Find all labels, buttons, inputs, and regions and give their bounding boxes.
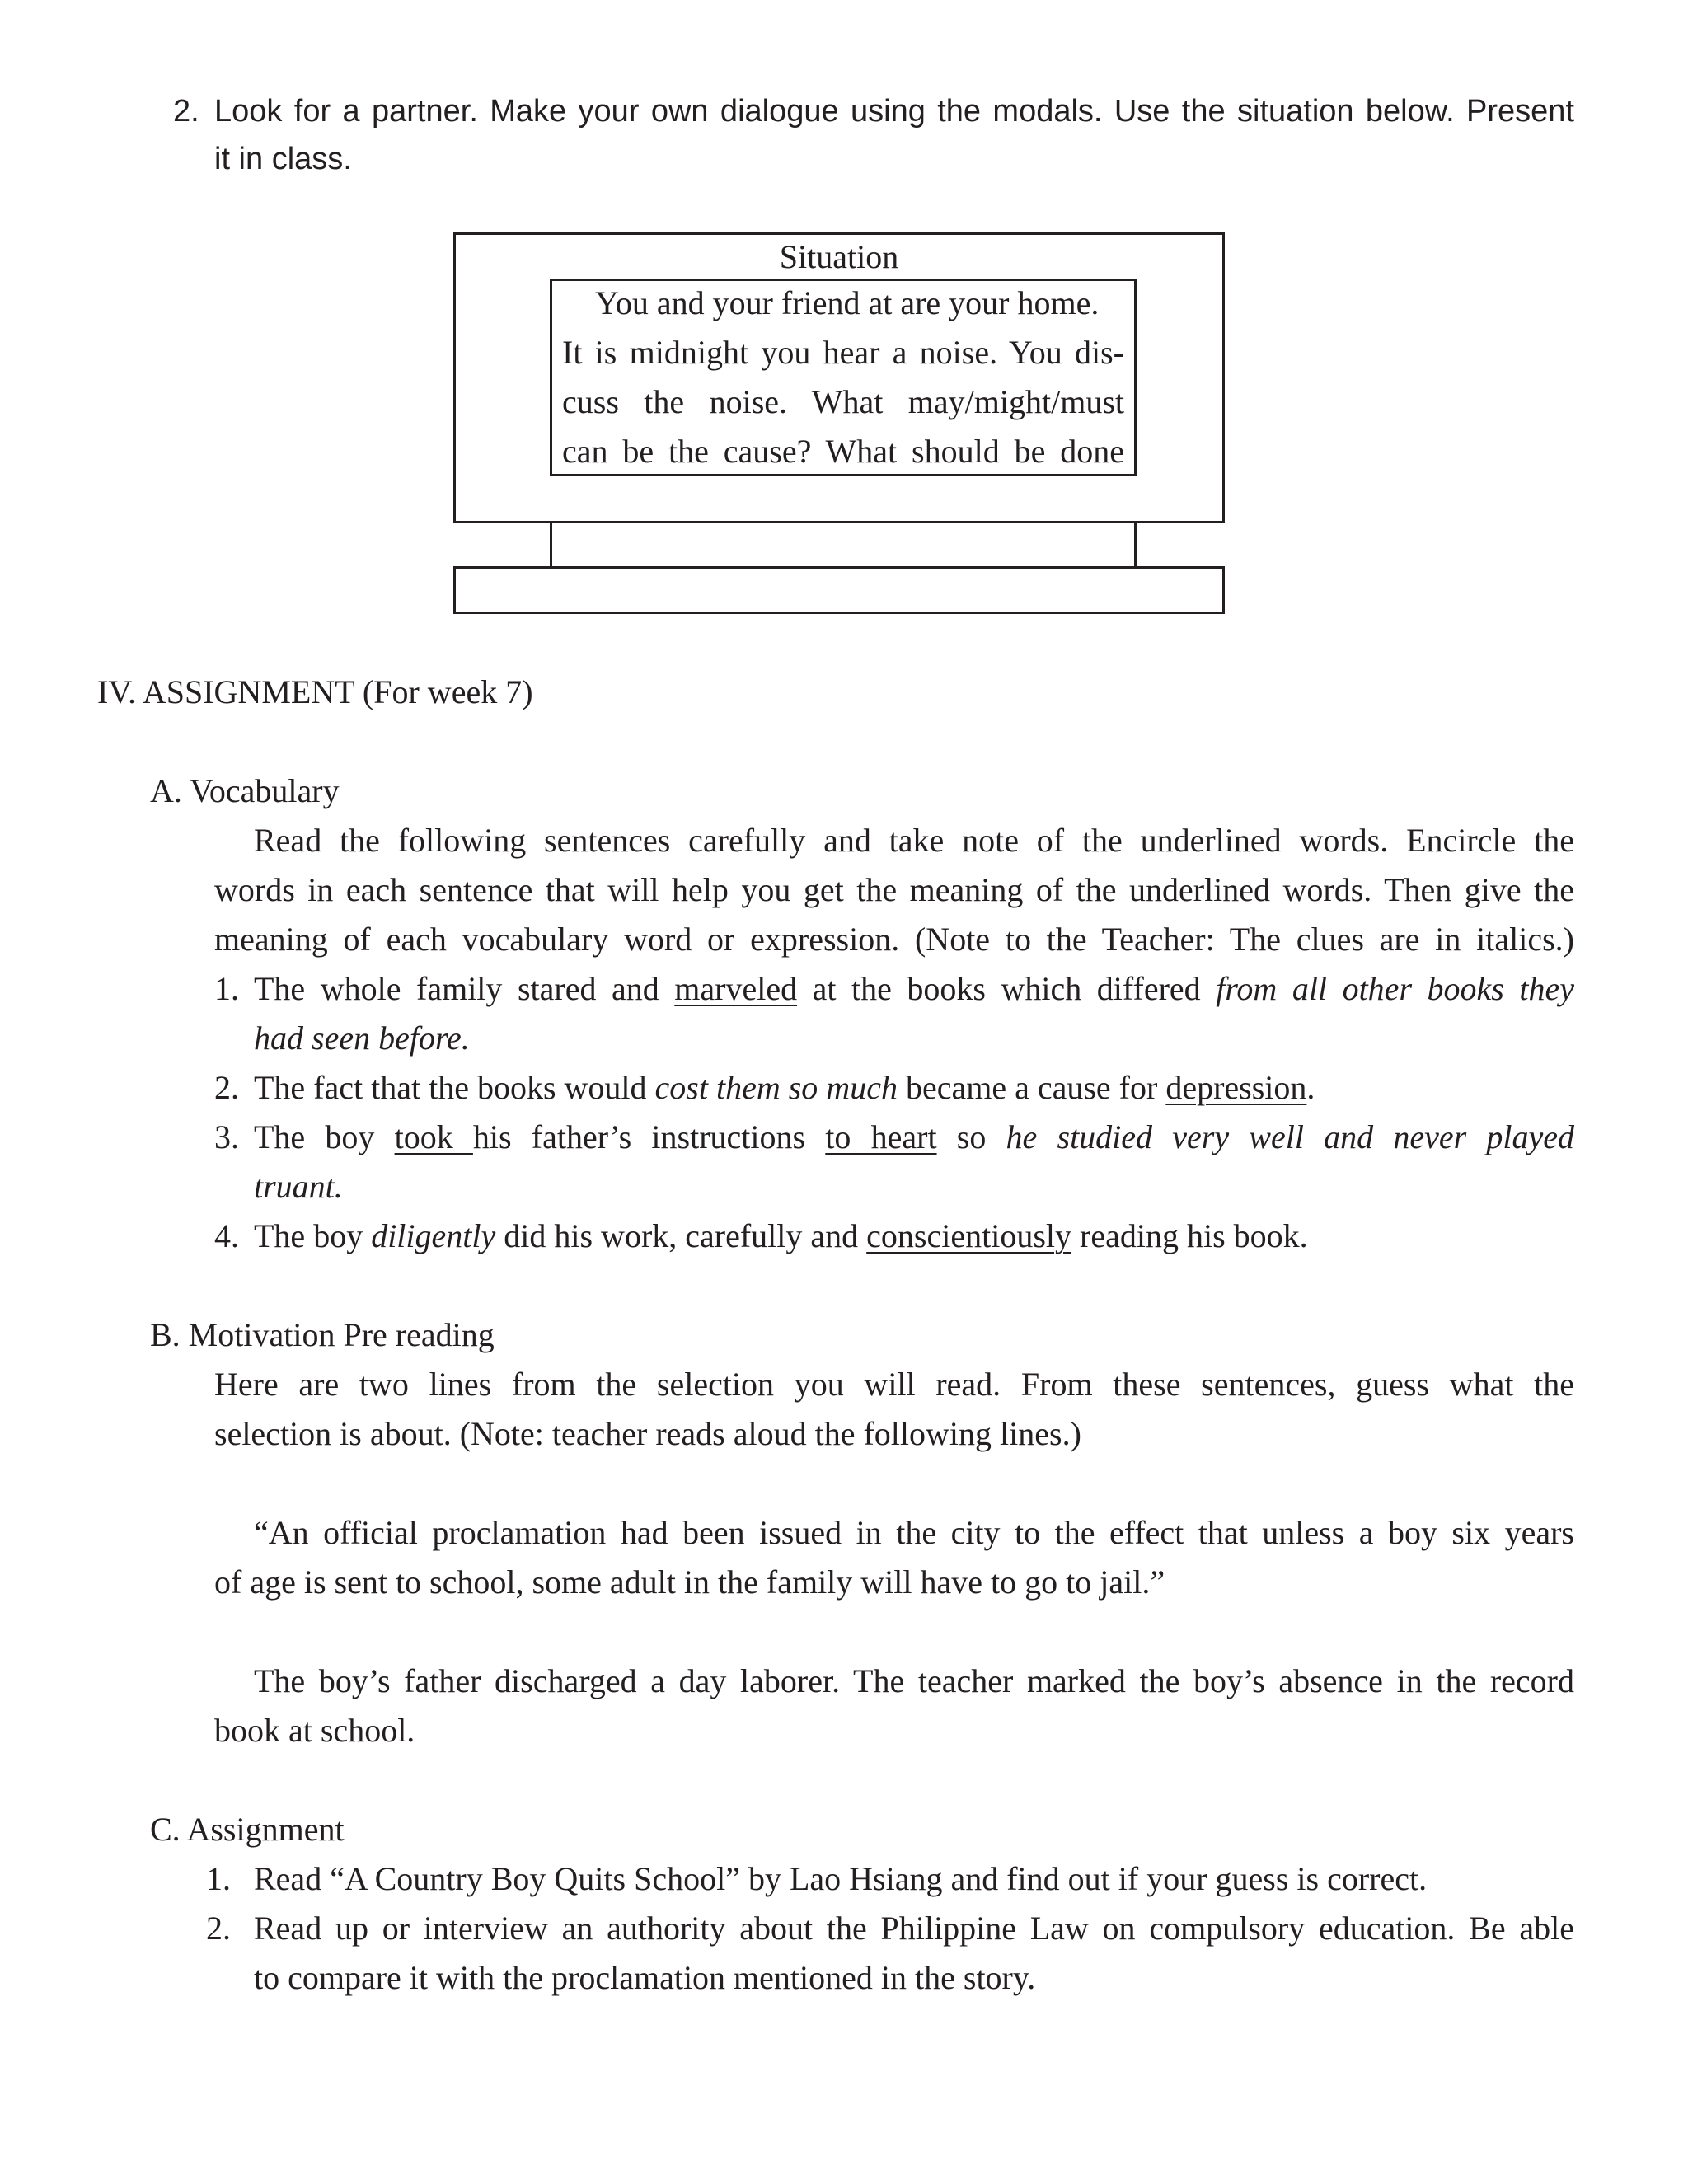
assignment-item-number: 1. — [206, 1860, 231, 1897]
clue-italic: he studied very well and never played — [1006, 1118, 1574, 1155]
clue-italic: truant. — [254, 1168, 343, 1205]
assignment-item-2-text: Read up or interview an authority about the Philippine Law on compulsory education. Be able — [254, 1910, 1574, 1947]
vocabulary-instructions-line-2: words in each sentence that will help you get the meaning of the underlined words. Then give the — [214, 871, 1574, 908]
vocabulary-item-text-cont — [254, 1162, 343, 1212]
situation-title: Situation — [779, 238, 899, 275]
vocabulary-instructions-line-3: meaning of each vocabulary word or expression. (Note to the Teacher: The clues are in italics.) — [214, 921, 1574, 958]
underlined-word: to heart — [825, 1118, 937, 1155]
clue-italic: diligently — [371, 1217, 496, 1254]
vocabulary-item-number: 1. — [214, 970, 239, 1007]
situation-stand-neck — [550, 521, 1137, 569]
motivation-intro-line-2: selection is about. (Note: teacher reads aloud the following lines.) — [214, 1415, 1081, 1452]
underlined-word: marveled — [674, 970, 798, 1007]
situation-line-3: cuss the noise. What may/might/must — [562, 383, 1124, 420]
motivation-quote-2-line-1: The boy’s father discharged a day laborer. The teacher marked the boy’s absence in the record — [254, 1662, 1574, 1699]
vocabulary-item-number: 2. — [214, 1069, 239, 1106]
motivation-quote-2-line-2: book at school. — [214, 1712, 415, 1749]
vocabulary-item-text-cont — [254, 1014, 470, 1063]
situation-line-4: can be the cause? What should be done — [562, 433, 1124, 470]
vocabulary-item-text: The whole family stared and marveled at the books which differed from all other books they — [254, 970, 1575, 1007]
vocabulary-item-number: 3. — [214, 1118, 239, 1155]
vocabulary-item-text: The fact that the books would cost them so much became a cause for depression. — [254, 1069, 1315, 1106]
motivation-heading: B. Motivation Pre reading — [150, 1316, 495, 1353]
situation-line-2: It is midnight you hear a noise. You dis- — [562, 334, 1124, 371]
activity-instruction-line-2: it in class. — [214, 142, 352, 176]
situation-stand-base — [453, 566, 1225, 614]
underlined-word: conscientiously — [866, 1217, 1072, 1254]
section-iv-heading: IV. ASSIGNMENT (For week 7) — [97, 673, 533, 710]
assignment-item-1-text: Read “A Country Boy Quits School” by Lao Hsiang and find out if your guess is correct. — [254, 1860, 1428, 1897]
vocabulary-heading: A. Vocabulary — [150, 772, 340, 809]
motivation-quote-1-line-1: “An official proclamation had been issued in the city to the effect that unless a boy six years — [254, 1514, 1574, 1551]
vocabulary-item-text: The boy took his father’s instructions to heart so he studied very well and never played — [254, 1118, 1574, 1155]
clue-italic: cost them so much — [654, 1069, 898, 1106]
clue-italic: from all other books they — [1216, 970, 1575, 1007]
situation-line-1: You and your friend at are your home. — [595, 284, 1100, 321]
underlined-word: took — [394, 1118, 473, 1155]
assignment-item-number: 2. — [206, 1910, 231, 1947]
motivation-intro-line-1: Here are two lines from the selection you will read. From these sentences, guess what the — [214, 1366, 1574, 1403]
activity-instruction-line-1: Look for a partner. Make your own dialogue using the modals. Use the situation below. Present — [214, 94, 1574, 129]
underlined-word: depression — [1165, 1069, 1307, 1106]
assignment-heading: C. Assignment — [150, 1811, 345, 1848]
activity-number: 2. — [173, 94, 199, 129]
clue-italic: had seen before. — [254, 1019, 470, 1057]
vocabulary-item-number: 4. — [214, 1217, 239, 1254]
vocabulary-instructions-line-1: Read the following sentences carefully and take note of the underlined words. Encircle the — [254, 822, 1574, 859]
assignment-item-2-text-cont: to compare it with the proclamation mentioned in the story. — [254, 1959, 1036, 1996]
vocabulary-item-text: The boy diligently did his work, carefully and conscientiously reading his book. — [254, 1217, 1308, 1254]
motivation-quote-1-line-2: of age is sent to school, some adult in the family will have to go to jail.” — [214, 1563, 1165, 1601]
